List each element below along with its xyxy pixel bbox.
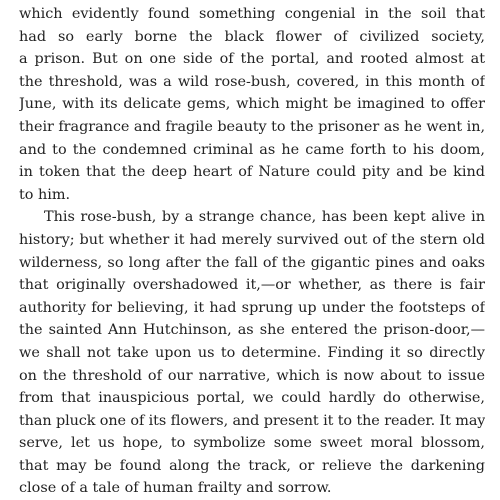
text-line: and to the condemned criminal as he came forth to his doom, [19, 141, 485, 158]
text-line: the threshold, was a wild rose-bush, covered, in this month of [19, 73, 485, 90]
text-line: history; but whether it had merely survived out of the stern old [19, 231, 485, 248]
text-line: the sainted Ann Hutchinson, as she entered the prison-door,— [19, 322, 485, 339]
text-line: that originally overshadowed it,—or whether, as there is fair [19, 277, 485, 294]
text-line: close of a tale of human frailty and sorrow. [19, 480, 332, 497]
text-line: that may be found along the track, or relieve the darkening [19, 457, 485, 474]
text-line: than pluck one of its flowers, and present it to the reader. It may [19, 412, 485, 429]
text-line: a prison. But on one side of the portal, and rooted almost at [19, 51, 485, 68]
text-line: wilderness, so long after the fall of the gigantic pines and oaks [19, 254, 485, 271]
paragraph-2 [19, 206, 485, 500]
text-line: from that inauspicious portal, we could hardly do otherwise, [19, 390, 485, 407]
text-line: authority for believing, it had sprung up under the footsteps of [19, 299, 485, 316]
text-line: in token that the deep heart of Nature could pity and be kind [19, 164, 485, 181]
text-line: had so early borne the black flower of civilized society, [19, 28, 485, 45]
text-line: we shall not take upon us to determine. Finding it so directly [19, 344, 485, 361]
text-line: June, with its delicate gems, which might be imagined to offer [19, 96, 485, 113]
text-line: their fragrance and fragile beauty to the prisoner as he went in, [19, 118, 485, 135]
paragraph-1 [19, 3, 485, 206]
text-line: which evidently found something congenial in the soil that [19, 6, 485, 22]
document-page [19, 0, 485, 500]
text-line: on the threshold of our narrative, which is now about to issue [19, 367, 485, 384]
text-line: to him. [19, 186, 71, 203]
text-line: serve, let us hope, to symbolize some sweet moral blossom, [19, 435, 485, 452]
text-line: This rose-bush, by a strange chance, has been kept alive in [44, 209, 485, 226]
